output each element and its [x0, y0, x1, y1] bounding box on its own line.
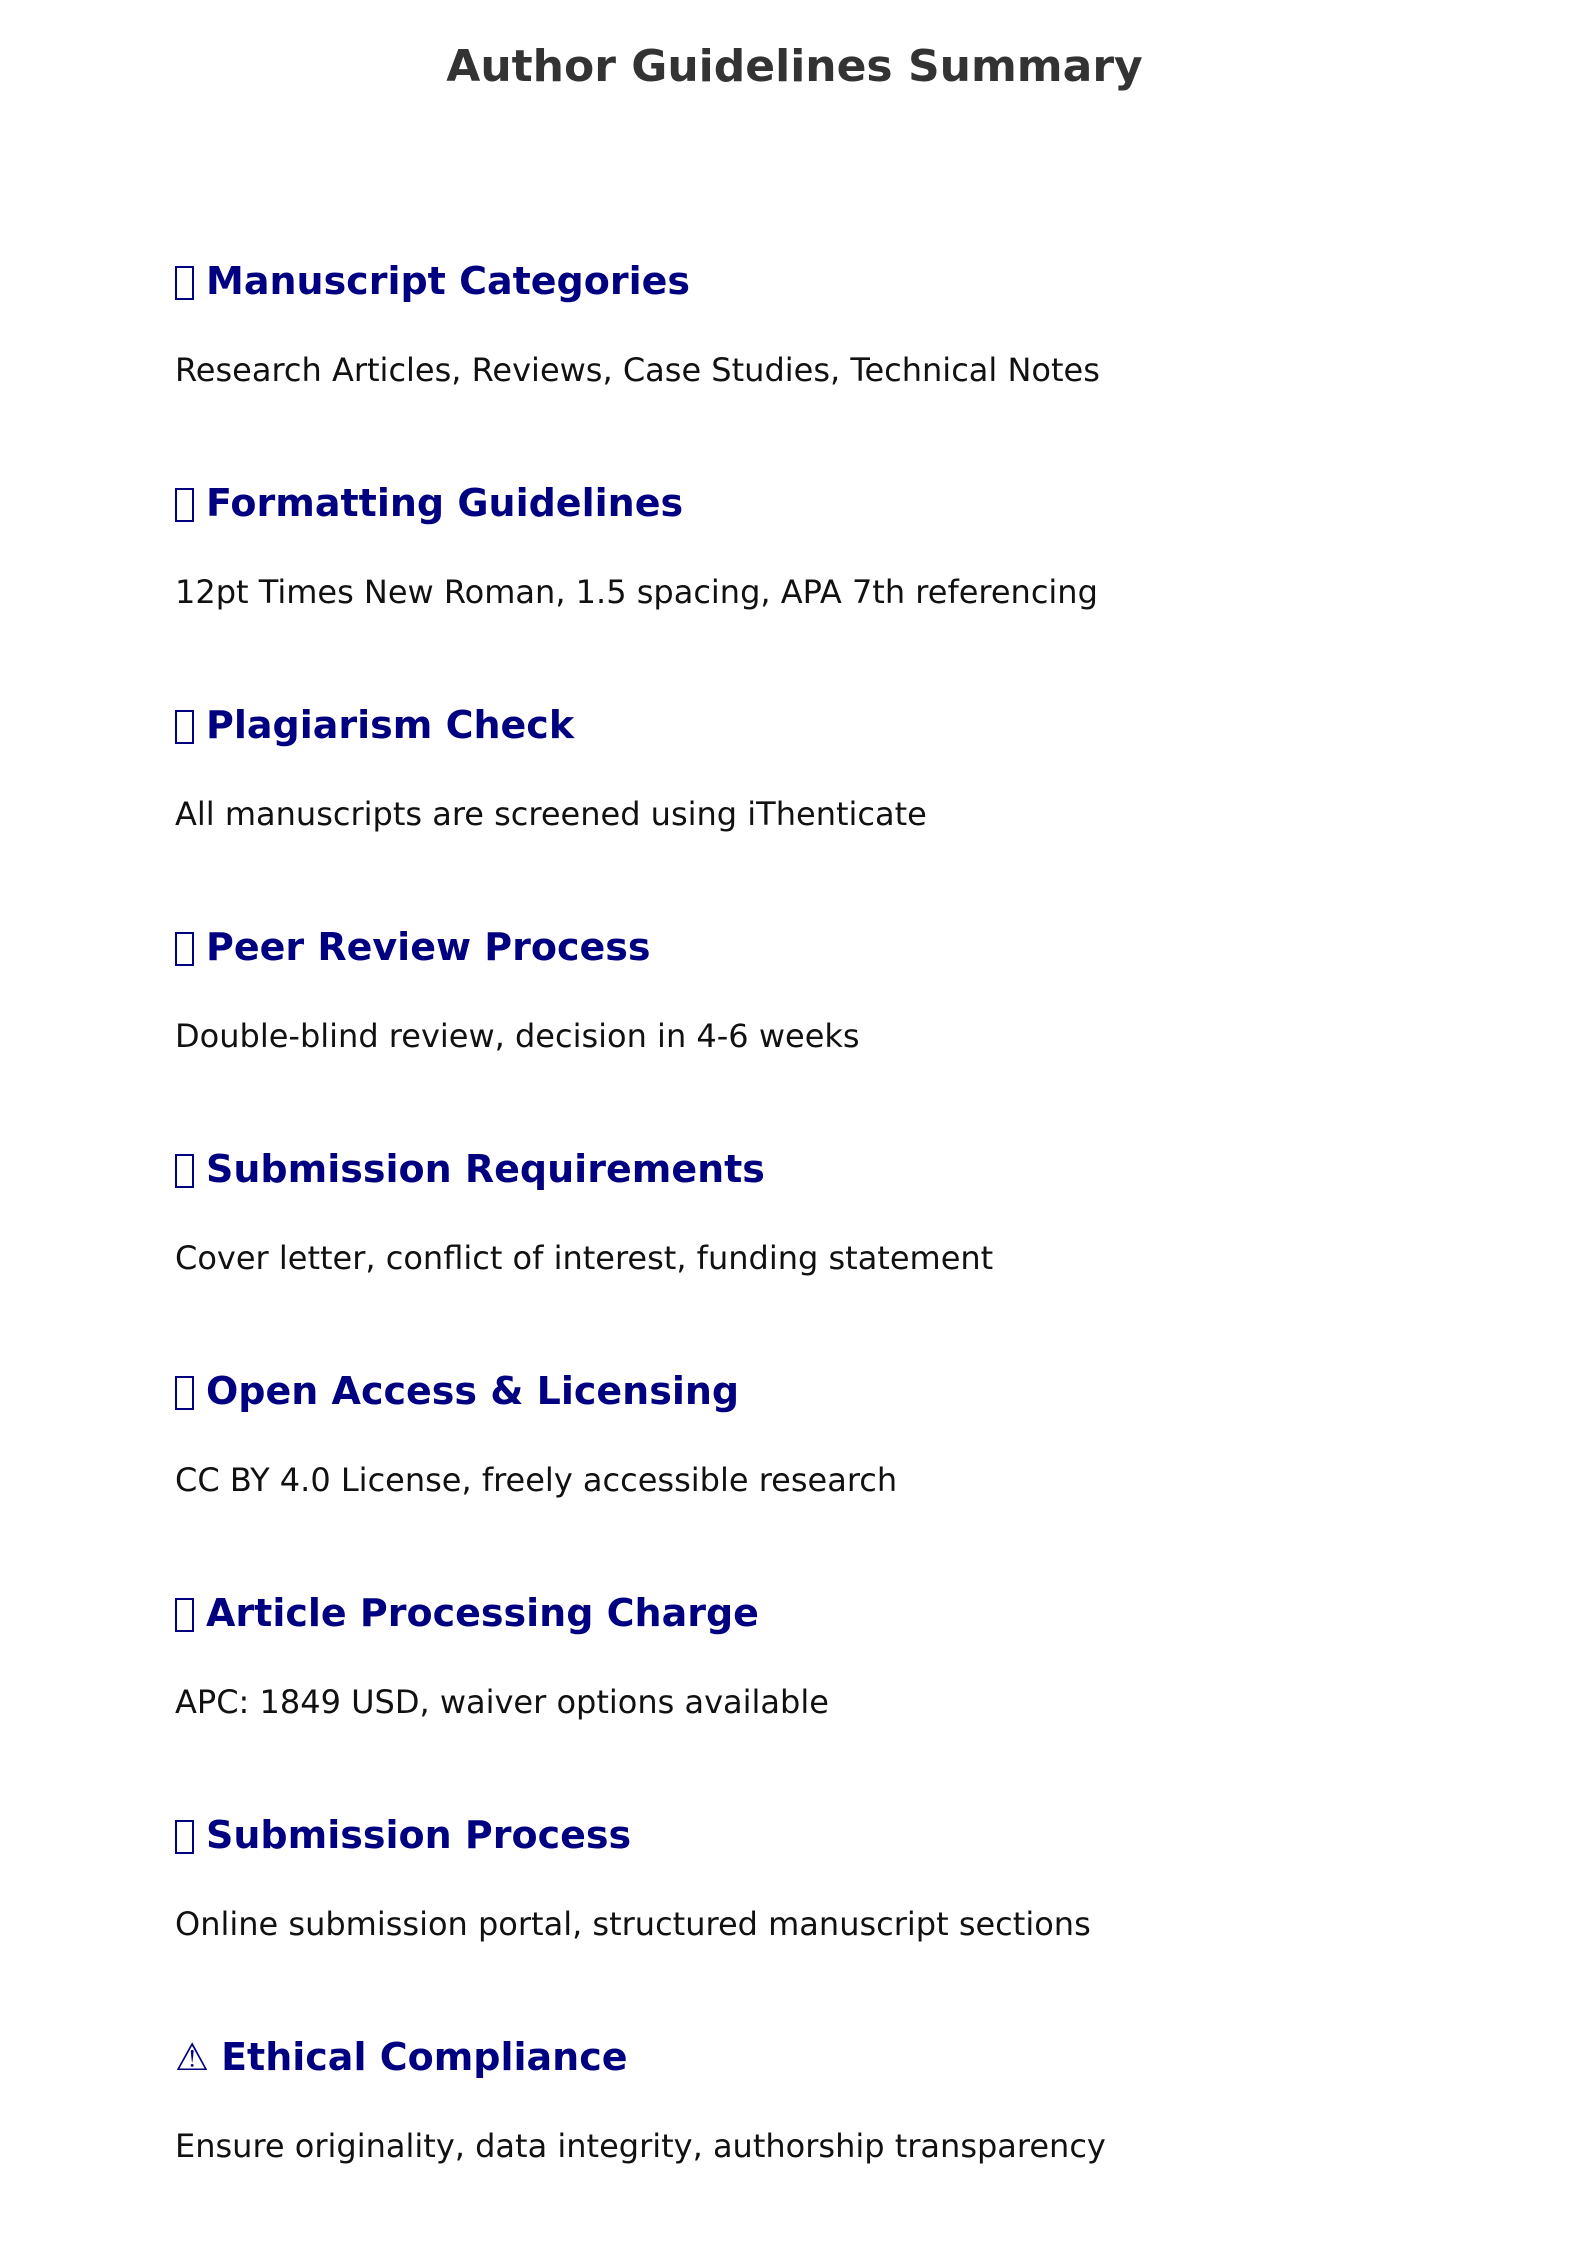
section-heading: [175, 1590, 1475, 1636]
missing-glyph-icon: [175, 1598, 194, 1632]
section-heading: [175, 924, 1475, 970]
section-heading: [175, 2034, 1475, 2080]
section-heading: [175, 258, 1475, 304]
section-open-access-licensing: [175, 1368, 1475, 1590]
section-description: Ensure originality, data integrity, authorship transparency: [175, 2127, 1106, 2165]
section-heading-label: Plagiarism Check: [206, 703, 575, 747]
section-article-processing-charge: [175, 1590, 1475, 1812]
section-peer-review-process: [175, 924, 1475, 1146]
section-heading: [175, 1812, 1475, 1858]
section-heading: [175, 1368, 1475, 1414]
section-heading-label: Ethical Compliance: [221, 2035, 628, 2079]
section-heading-label: Submission Requirements: [206, 1147, 765, 1191]
missing-glyph-icon: [175, 932, 194, 966]
section-description: APC: 1849 USD, waiver options available: [175, 1683, 829, 1721]
section-heading-label: Submission Process: [206, 1813, 632, 1857]
guidelines-list: [175, 258, 1475, 2256]
section-submission-process: [175, 1812, 1475, 2034]
missing-glyph-icon: [175, 266, 194, 300]
missing-glyph-icon: [175, 710, 194, 744]
section-submission-requirements: [175, 1146, 1475, 1368]
section-formatting-guidelines: [175, 480, 1475, 702]
missing-glyph-icon: [175, 488, 194, 522]
missing-glyph-icon: [175, 1154, 194, 1188]
section-description: 12pt Times New Roman, 1.5 spacing, APA 7th referencing: [175, 573, 1098, 611]
section-manuscript-categories: [175, 258, 1475, 480]
section-ethical-compliance: [175, 2034, 1475, 2256]
section-heading: [175, 480, 1475, 526]
warning-icon: ⚠: [175, 2035, 210, 2079]
section-description: Double-blind review, decision in 4-6 weeks: [175, 1017, 860, 1055]
section-heading-label: Article Processing Charge: [206, 1591, 759, 1635]
section-description: Cover letter, conflict of interest, funding statement: [175, 1239, 994, 1277]
section-heading: [175, 702, 1475, 748]
section-heading-label: Formatting Guidelines: [206, 481, 684, 525]
missing-glyph-icon: [175, 1376, 194, 1410]
section-description: Online submission portal, structured manuscript sections: [175, 1905, 1091, 1943]
section-description: CC BY 4.0 License, freely accessible research: [175, 1461, 898, 1499]
section-heading: [175, 1146, 1475, 1192]
section-description: All manuscripts are screened using iThenticate: [175, 795, 927, 833]
page-title: Author Guidelines Summary: [446, 41, 1143, 93]
section-heading-label: Open Access & Licensing: [206, 1369, 740, 1413]
section-heading-label: Manuscript Categories: [206, 259, 690, 303]
section-plagiarism-check: [175, 702, 1475, 924]
section-heading-label: Peer Review Process: [206, 925, 651, 969]
section-description: Research Articles, Reviews, Case Studies, Technical Notes: [175, 351, 1100, 389]
missing-glyph-icon: [175, 1820, 194, 1854]
